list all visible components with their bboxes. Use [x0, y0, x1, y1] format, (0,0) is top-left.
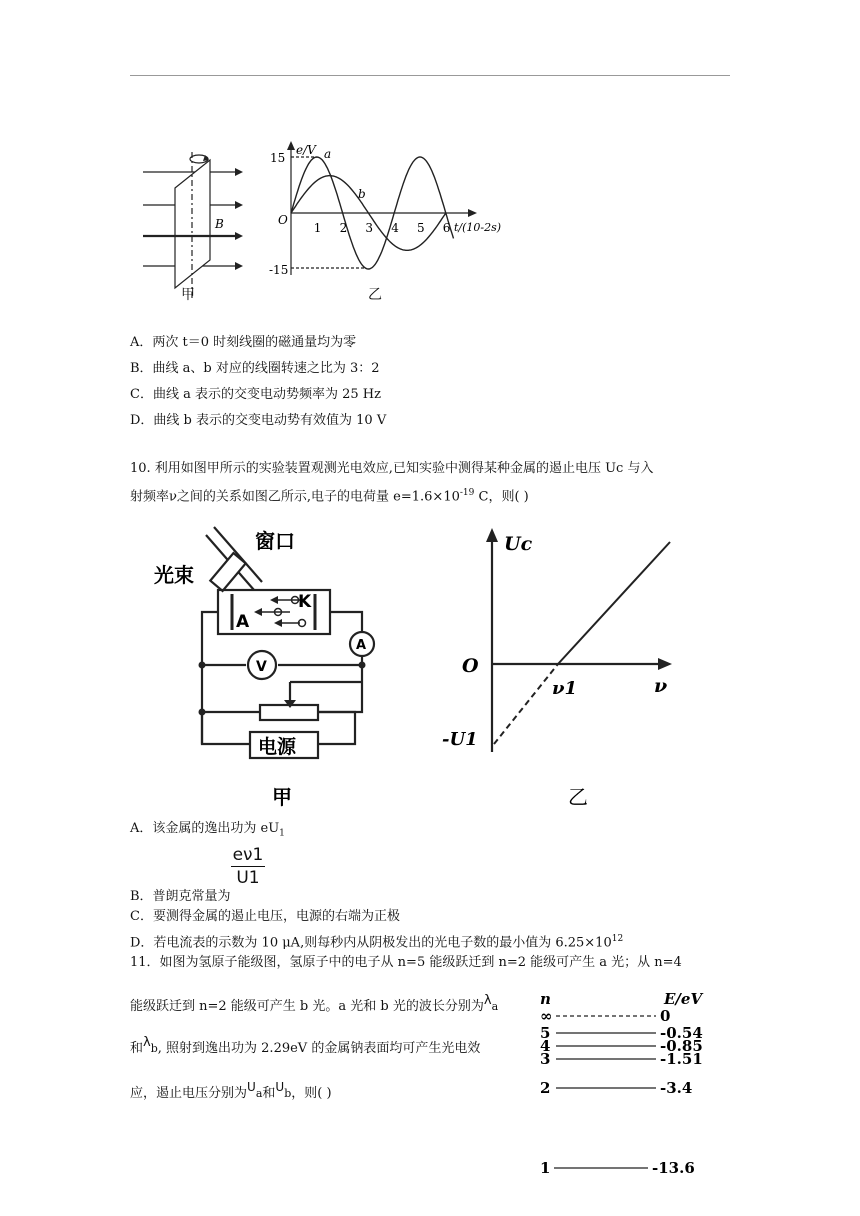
field-arrowhead	[235, 262, 243, 270]
nu1-label: ν1	[552, 678, 578, 699]
cathode-label: K	[298, 592, 312, 612]
q9-fig1-caption: 甲	[181, 287, 195, 303]
beam-label: 光束	[154, 563, 194, 587]
nu-axis-label: ν	[654, 675, 668, 697]
planck-fraction: $\frac{e\nu 1}{U1}$	[232, 845, 264, 888]
q10-option-c: C．要测得金属的遏止电压，电源的右端为正极	[130, 909, 400, 924]
curve-a-label: a	[324, 147, 332, 161]
level-energy-label: -13.6	[652, 1159, 695, 1177]
x-tick-label: 5	[417, 221, 425, 235]
ammeter-label: A	[356, 638, 367, 653]
level-n-label: 5	[540, 1024, 551, 1042]
level-energy-label: -3.4	[660, 1079, 693, 1097]
x-tick-label: 6	[442, 221, 451, 235]
q11-stem-line2: 能级跃迁到 n=2 能级可产生 b 光。a 光和 b 光的波长分别为λa	[130, 993, 499, 1014]
q10-fig1-caption: 甲	[272, 785, 292, 809]
e-column-label: E/eV	[664, 990, 703, 1008]
q9-option-c: C．曲线 a 表示的交变电动势频率为 25 Hz	[130, 387, 381, 402]
anode-label: A	[236, 612, 250, 632]
q10-option-a: A．该金属的逸出功为 $eU_1$	[130, 821, 285, 839]
level-energy-label: -0.85	[660, 1037, 703, 1055]
y-top-tick: 15	[270, 151, 286, 165]
n-column-label: n	[540, 990, 551, 1008]
x-tick-label: 1	[313, 221, 322, 235]
origin-label: O	[278, 213, 288, 227]
q9-fig2-caption: 乙	[368, 287, 382, 303]
q9-option-d: D．曲线 b 表示的交变电动势有效值为 10 V	[130, 413, 387, 428]
q11-stem-line3: 和λb, 照射到逸出功为 2.29eV 的金属钠表面均可产生光电效	[130, 1035, 481, 1056]
level-n-label: 1	[540, 1159, 551, 1177]
y-bottom-tick: -15	[269, 263, 289, 277]
q10-origin-label: O	[462, 655, 479, 677]
q10-stem-line1: 10. 利用如图甲所示的实验装置观测光电效应,已知实验中测得某种金属的遏止电压 Uc 与入	[130, 461, 654, 476]
x-tick-label: 3	[365, 221, 374, 235]
x-arrowhead	[468, 209, 477, 217]
source-label: 电源	[258, 736, 297, 758]
window-label: 窗口	[255, 529, 295, 553]
x-tick-label: 4	[391, 221, 399, 235]
q10-option-d: D．若电流表的示数为 10 μA,则每秒内从阴极发出的光电子数的最小值为 $6.25\times 10^{12}$	[130, 934, 624, 951]
q10-stem-line2: 射频率ν之间的关系如图乙所示,电子的电荷量 $e=1.6\times 10^{-19}$ C，则( )	[130, 488, 529, 505]
q10-stopping-voltage-graph	[440, 522, 690, 812]
field-arrowhead	[235, 168, 243, 176]
q9-option-a: A．两次 t＝0 时刻线圈的磁通量均为零	[130, 335, 357, 350]
header-rule	[130, 75, 730, 76]
q11-energy-level-diagram	[530, 990, 730, 1190]
uc-nu-extension	[494, 664, 558, 744]
minus-u1-label: -U1	[442, 729, 478, 750]
q11-stem-line1: 11．如图为氢原子能级图，氢原子中的电子从 n=5 能级跃迁到 n=2 能级可产生 a 光；从 n=4	[130, 955, 682, 970]
voltmeter-label: V	[256, 659, 267, 675]
uc-axis-label: Uc	[504, 533, 533, 555]
field-arrowhead	[235, 232, 243, 240]
x-tick-label: 2	[339, 221, 348, 235]
x-axis-label: t/(10-2s)	[454, 221, 502, 234]
q11-stem-line4: 应，遏止电压分别为Ua和Ub，则( )	[130, 1080, 332, 1101]
uc-nu-line	[558, 542, 670, 664]
field-arrowhead	[235, 201, 243, 209]
b-field-label: B	[215, 217, 224, 231]
level-n-label: 2	[540, 1079, 551, 1097]
q10-option-b: B．普朗克常量为 $\frac{e\nu 1}{U1}$	[130, 845, 264, 904]
y-axis-label: e/V	[296, 143, 316, 157]
level-n-label: 4	[540, 1037, 551, 1055]
q9-coil-figure	[135, 150, 250, 305]
level-n-label: 3	[540, 1050, 551, 1068]
level-energy-label: -0.54	[660, 1024, 703, 1042]
level-energy-label: 0	[660, 1007, 671, 1025]
y-arrowhead	[287, 141, 295, 150]
q10-fig2-caption: 乙	[568, 785, 588, 809]
curve-b-label: b	[358, 187, 366, 201]
q9-emf-graph	[268, 140, 518, 280]
level-energy-label: -1.51	[660, 1050, 703, 1068]
level-n-label: ∞	[540, 1007, 553, 1025]
q9-option-b: B．曲线 a、b 对应的线圈转速之比为 3：2	[130, 361, 380, 376]
q10-apparatus-figure	[150, 522, 390, 812]
rheostat	[260, 705, 318, 720]
